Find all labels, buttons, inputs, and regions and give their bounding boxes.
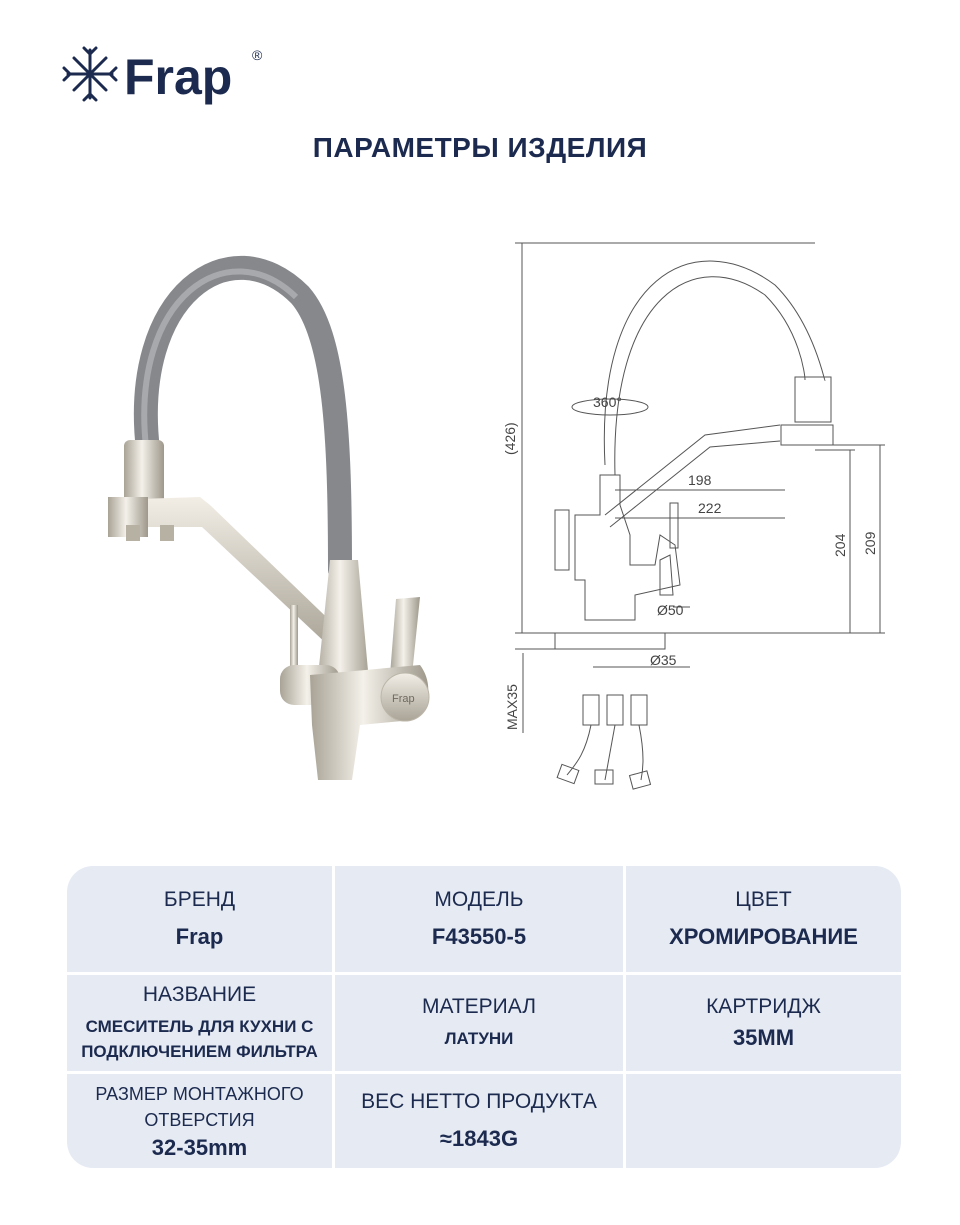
spec-label: МОДЕЛЬ (434, 888, 524, 912)
spec-value: ≈1843G (439, 1126, 519, 1152)
spec-label: ЦВЕТ (735, 888, 792, 912)
spec-value: 32-35mm (151, 1134, 248, 1160)
spec-empty (626, 1074, 901, 1168)
technical-drawing (495, 235, 900, 805)
logo-wordmark: Frap (124, 49, 233, 105)
spec-material (335, 975, 623, 1071)
spec-brand (67, 866, 332, 972)
product-photo (90, 235, 470, 815)
registered-mark: ® (252, 47, 263, 63)
spec-value: Frap (175, 924, 224, 950)
spec-color (626, 866, 901, 972)
hose-brand-label: Frap (392, 693, 415, 705)
dim-reach-222: 222 (698, 500, 722, 516)
spec-name (67, 975, 332, 1071)
dim-total-height: (426) (502, 422, 518, 455)
spec-label: НАЗВАНИЕ (142, 982, 257, 1006)
spec-value: 35MM (732, 1025, 795, 1051)
spec-value: ЛАТУНИ (444, 1029, 514, 1049)
dim-base-diameter: Ø50 (657, 602, 684, 618)
page-title: ПАРАМЕТРЫ ИЗДЕЛИЯ (312, 132, 648, 163)
spec-label: КАРТРИДЖ (706, 995, 821, 1019)
spec-net-weight (335, 1074, 623, 1168)
dim-rotation: 360° (593, 394, 622, 410)
dim-max-thickness: MAX35 (504, 684, 520, 730)
dim-height-204: 204 (832, 533, 848, 557)
dim-reach-198: 198 (688, 472, 712, 488)
spec-model (335, 866, 623, 972)
snowflake-icon (64, 48, 116, 100)
spec-value: СМЕСИТЕЛЬ ДЛЯ КУХНИ С ПОДКЛЮЧЕНИЕМ ФИЛЬТРА (81, 1016, 318, 1061)
dim-height-209: 209 (862, 531, 878, 555)
spec-value: ХРОМИРОВАНИЕ (669, 924, 858, 950)
spec-value: F43550-5 (431, 924, 527, 950)
spec-label: МАТЕРИАЛ (421, 995, 537, 1019)
spec-label: РАЗМЕР МОНТАЖНОГО ОТВЕРСТИЯ (95, 1083, 304, 1130)
spec-label: ВЕС НЕТТО ПРОДУКТА (361, 1090, 597, 1114)
spec-table (67, 866, 901, 1168)
spec-hole-size (67, 1074, 332, 1168)
spec-cartridge (626, 975, 901, 1071)
brand-logo (60, 38, 280, 108)
spec-label: БРЕНД (163, 888, 236, 912)
dim-hole-diameter: Ø35 (650, 652, 677, 668)
